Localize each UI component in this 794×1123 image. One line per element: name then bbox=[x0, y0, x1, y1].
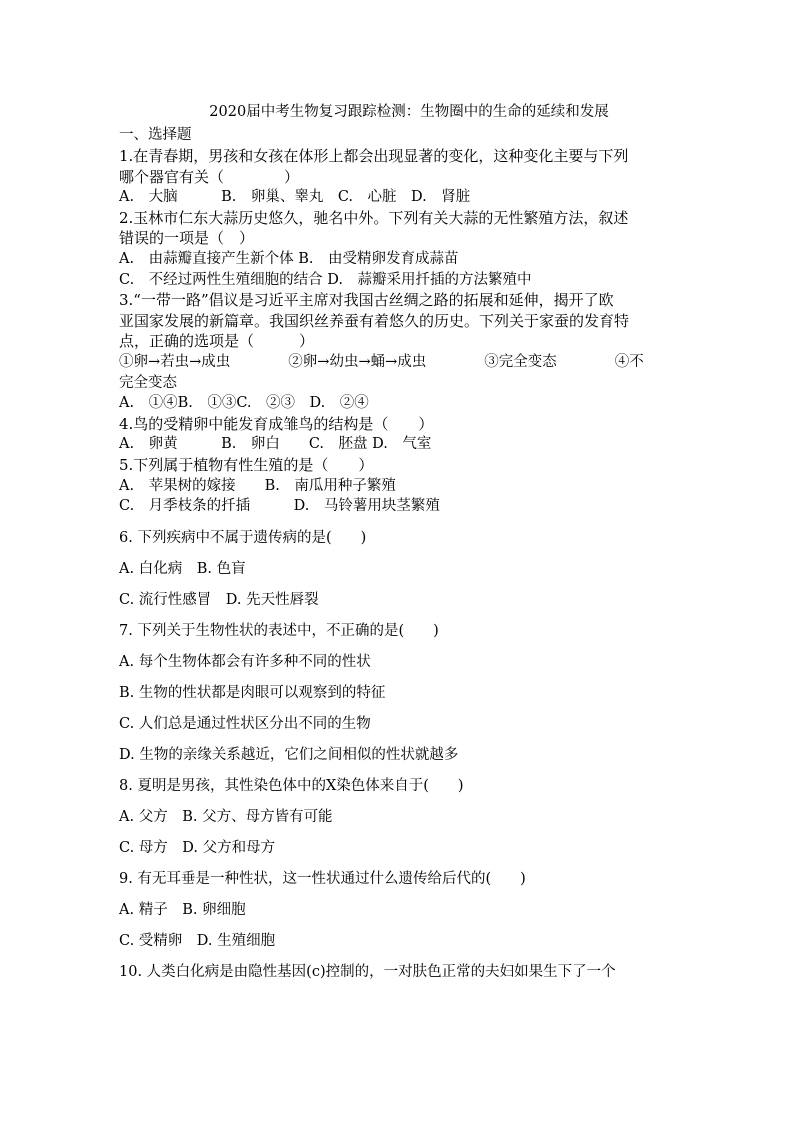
option-line: A. 苹果树的嫁接 B. 南瓜用种子繁殖 bbox=[119, 477, 396, 494]
text-line: 亚国家发展的新篇章。我国织丝养蚕有着悠久的历史。下列关于家蚕的发育特 bbox=[119, 311, 630, 330]
text-line: 10. 人类白化病是由隐性基因(c)控制的，一对肤色正常的夫妇如果生下了一个 bbox=[119, 963, 616, 980]
text-line: 3.“一带一路”倡议是习近平主席对我国古丝绸之路的拓展和延伸，揭开了欧 bbox=[119, 291, 614, 310]
text-line: 8. 夏明是男孩，其性染色体中的X染色体来自于( ) bbox=[119, 777, 464, 794]
text-line: 7. 下列关于生物性状的表述中，不正确的是( ) bbox=[119, 622, 439, 639]
option-line: A. 卵黄 B. 卵白 C. 胚盘 D. 气室 bbox=[119, 436, 432, 453]
text-line: 错误的一项是（ ） bbox=[119, 229, 255, 248]
option-line: A. 大脑 B. 卵巢、睾丸 C. 心脏 D. 肾脏 bbox=[119, 189, 471, 206]
text-line: 2.玉林市仁东大蒜历史悠久，驰名中外。下列有关大蒜的无性繁殖方法，叙述 bbox=[119, 208, 629, 227]
option-line: C. 月季枝条的扦插 D. 马铃薯用块茎繁殖 bbox=[119, 498, 440, 515]
text-line: 1.在青春期，男孩和女孩在体形上都会出现显著的变化，这种变化主要与下列 bbox=[119, 147, 629, 165]
option-line: A. ①④B. ①③C. ②③ D. ②④ bbox=[119, 395, 369, 412]
option-line: A. 白化病 B. 色盲 bbox=[119, 560, 246, 577]
document-page bbox=[119, 100, 679, 988]
option-line: A. 精子 B. 卵细胞 bbox=[119, 901, 246, 918]
option-line: A. 由蒜瓣直接产生新个体 B. 由受精卵发育成蒜苗 bbox=[119, 250, 459, 267]
dense-questions bbox=[119, 146, 679, 517]
spaced-questions bbox=[119, 523, 679, 988]
option-line: D. 生物的亲缘关系越近，它们之间相似的性状就越多 bbox=[119, 746, 459, 763]
text-line: 6. 下列疾病中不属于遗传病的是( ) bbox=[119, 529, 367, 546]
text-line: 4.鸟的受精卵中能发育成雏鸟的结构是（ ） bbox=[119, 414, 434, 433]
option-line: A. 每个生物体都会有许多种不同的性状 bbox=[119, 653, 371, 670]
text-line: 9. 有无耳垂是一种性状，这一性状通过什么遗传给后代的( ) bbox=[119, 870, 526, 887]
option-line: C. 流行性感冒 D. 先天性唇裂 bbox=[119, 591, 319, 608]
document-title: 2020届中考生物复习跟踪检测：生物圈中的生命的延续和发展 bbox=[209, 104, 609, 120]
text-line: 5.下列属于植物有性生殖的是（ ） bbox=[119, 455, 374, 474]
option-line: C. 母方 D. 父方和母方 bbox=[119, 839, 276, 856]
option-line: C. 受精卵 D. 生殖细胞 bbox=[119, 932, 276, 949]
section-heading: 一、选择题 bbox=[119, 127, 192, 143]
option-line: A. 父方 B. 父方、母方皆有可能 bbox=[119, 808, 333, 825]
option-line: ①卵→若虫→成虫 ②卵→幼虫→蛹→成虫 ③完全变态 ④不 bbox=[119, 353, 644, 370]
text-line: 哪个器官有关（ ） bbox=[119, 167, 300, 186]
option-line: C. 不经过两性生殖细胞的结合 D. 蒜瓣采用扦插的方法繁殖中 bbox=[119, 271, 532, 288]
option-line: C. 人们总是通过性状区分出不同的生物 bbox=[119, 715, 371, 732]
option-line: B. 生物的性状都是肉眼可以观察到的特征 bbox=[119, 684, 386, 701]
option-line: 完全变态 bbox=[119, 374, 177, 391]
text-line: 点，正确的选项是（ ） bbox=[119, 332, 315, 351]
